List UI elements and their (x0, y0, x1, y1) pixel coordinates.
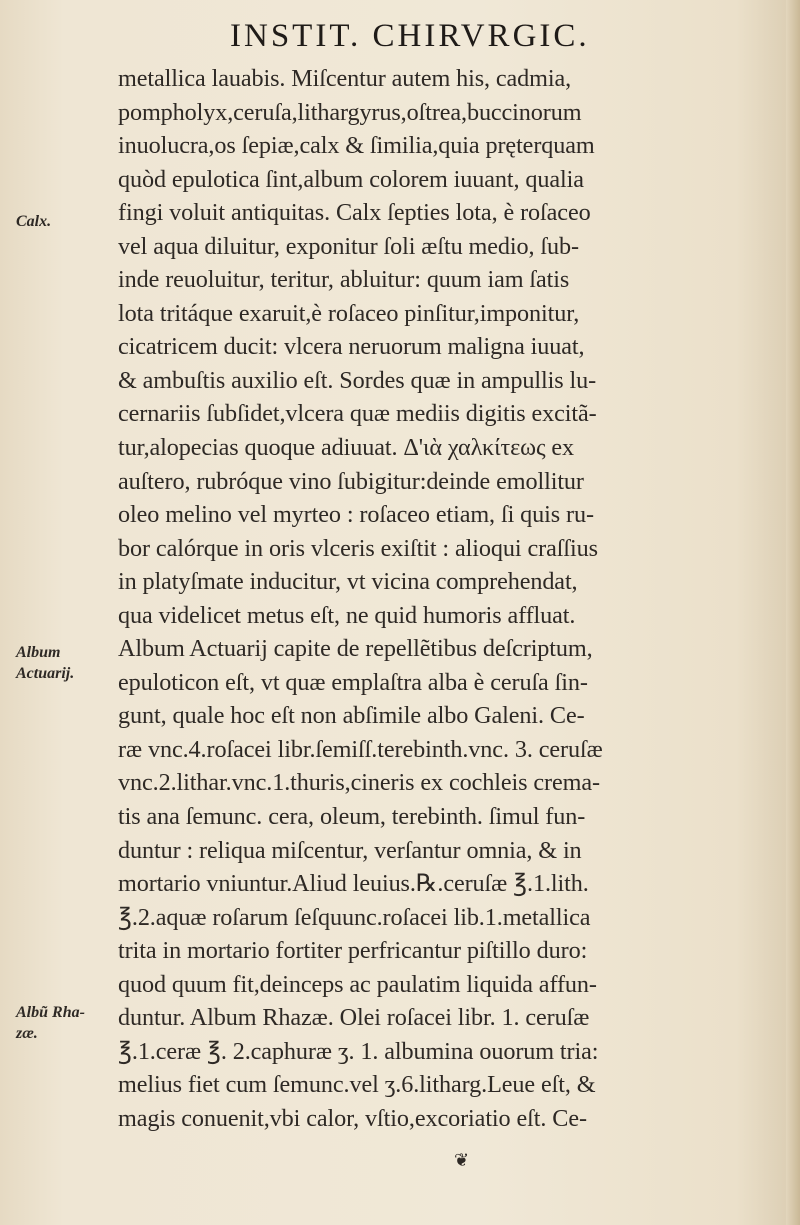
margin-note-calx: Calx. (16, 213, 52, 230)
text-line: duntur. Album Rhazæ. Olei roſacei libr. 1. ceruſæ (118, 1004, 590, 1032)
text-line: cernariis ſubſidet,vlcera quæ mediis digitis excitã- (118, 400, 597, 428)
text-line: tis ana ſemunc. cera, oleum, terebinth. ſimul fun- (118, 803, 586, 831)
text-line: quòd epulotica ſint,album colorem iuuant, qualia (118, 165, 584, 193)
text-line: melius fiet cum ſemunc.vel ʒ.6.litharg.Leue eſt, & (118, 1071, 596, 1099)
text-line: tur,alopecias quoque adiuuat. Δ'ιὰ χαλκίτεως ex (118, 434, 574, 462)
text-line: magis conuenit,vbi calor, vſtio,excoriatio eſt. Ce- (118, 1104, 587, 1132)
catchword-ornament: ❦ (454, 1150, 470, 1170)
margin-note-actuarij: Actuarij. (16, 665, 75, 682)
text-line: quod quum fit,deinceps ac paulatim liquida affun- (118, 970, 597, 998)
text-line: qua videlicet metus eſt, ne quid humoris affluat. (118, 601, 576, 629)
margin-note-rhazae: zæ. (16, 1025, 38, 1042)
text-line: cicatricem ducit: vlcera neruorum maligna iuuat, (118, 333, 585, 361)
margin-note-album: Album (16, 644, 61, 661)
body-text (118, 62, 788, 1136)
text-line: mortario vniuntur.Aliud leuius.℞.ceruſæ ℥.1.lith. (118, 870, 589, 898)
text-line: lota tritáque exaruit,è roſaceo pinſitur,imponitur, (118, 299, 580, 327)
text-line: & ambuſtis auxilio eſt. Sordes quæ in ampullis lu- (118, 366, 597, 394)
text-line: Album Actuarij capite de repellẽtibus deſcriptum, (118, 635, 593, 663)
text-line: bor calórque in oris vlceris exiſtit : alioqui craſſius (118, 534, 598, 562)
text-line: inde reuoluitur, teritur, abluitur: quum iam ſatis (118, 266, 570, 294)
text-line: metallica lauabis. Miſcentur autem his, cadmia, (118, 65, 572, 92)
text-line: vel aqua diluitur, exponitur ſoli æſtu medio, ſub- (118, 232, 579, 260)
running-head: INSTIT. CHIRVRGIC. (230, 18, 590, 54)
text-line: vnc.2.lithar.vnc.1.thuris,cineris ex cochleis crema- (118, 769, 600, 797)
text-line: in platyſmate inducitur, vt vicina comprehendat, (118, 568, 578, 596)
text-line: auſtero, rubróque vino ſubigitur:deinde emollitur (118, 467, 584, 495)
text-line: fingi voluit antiquitas. Calx ſepties lota, è roſaceo (118, 199, 591, 227)
text-line: pompholyx,ceruſa,lithargyrus,oſtrea,buccinorum (118, 98, 582, 126)
text-line: epuloticon eſt, vt quæ emplaſtra alba è ceruſa ſin- (118, 668, 588, 696)
text-line: trita in mortario fortiter perfricantur piſtillo duro: (118, 937, 588, 965)
text-line: oleo melino vel myrteo : roſaceo etiam, ſi quis ru- (118, 501, 594, 529)
text-line: ræ vnc.4.roſacei libr.ſemiſſ.terebinth.vnc. 3. ceruſæ (118, 735, 603, 763)
text-line: inuolucra,os ſepiæ,calx & ſimilia,quia pręterquam (118, 132, 595, 160)
text-line: ℥.2.aquæ roſarum ſeſquunc.roſacei lib.1.metallica (118, 903, 591, 931)
margin-note-album-rhazae: Albũ Rha- (16, 1004, 85, 1021)
page-edge (786, 0, 800, 1225)
text-line: ℥.1.ceræ ℥. 2.caphuræ ʒ. 1. albumina ouorum tria: (118, 1037, 599, 1065)
text-line: duntur : reliqua miſcentur, verſantur omnia, & in (118, 836, 582, 864)
text-line: gunt, quale hoc eſt non abſimile albo Galeni. Ce- (118, 702, 585, 730)
